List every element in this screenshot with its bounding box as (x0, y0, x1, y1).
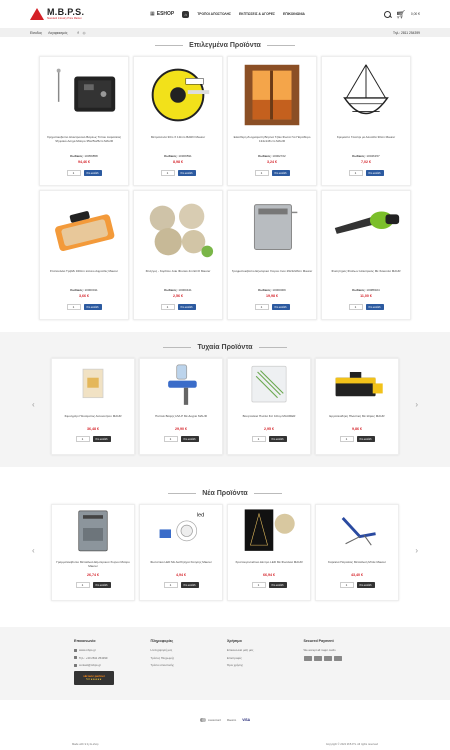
quantity-input[interactable]: 1 (164, 436, 178, 442)
add-to-cart-button[interactable]: Στο καλάθι (357, 436, 375, 442)
mail-icon (74, 664, 77, 667)
maestro-logo: Maestro (226, 718, 237, 722)
logo-subtitle: Standard Industry Price Market (47, 17, 82, 20)
footer-useful-title: Χρήσιμα (227, 639, 242, 643)
product-name[interactable]: Γραμματοκιβώτιο Εξωτερικό Χώρου Inox 29x32x8cm Maurer (231, 270, 313, 273)
quantity-input[interactable]: 1 (340, 582, 354, 588)
quantity-input[interactable]: 1 (252, 582, 266, 588)
product-image[interactable] (233, 194, 311, 264)
product-price: 66,94 € (263, 573, 275, 577)
product-name[interactable]: Βουρτσάκια Πινέλα Σετ 10τεμ MAURER (242, 415, 296, 418)
phone-number: Τηλ.: 2811 254399 (392, 30, 420, 35)
product-image[interactable] (146, 362, 216, 412)
chevron-left-icon[interactable]: ‹ (32, 546, 35, 555)
quantity-input[interactable]: 1 (349, 304, 363, 310)
product-card[interactable] (227, 358, 311, 455)
product-name[interactable]: Σπατουλάκι Τριβίδι 320cm Ξύλινο Αφρώδες Maurer (49, 270, 119, 273)
add-to-cart-button[interactable]: Στο καλάθι (178, 304, 196, 310)
product-name[interactable]: Κρεμαστό Γλαστρι με Αλυσίδα 30cm Maurer (336, 136, 396, 139)
product-price: 2,95 € (264, 427, 274, 431)
bottom-bar (0, 738, 450, 750)
chevron-right-icon[interactable]: › (415, 400, 418, 409)
product-card[interactable] (321, 190, 411, 320)
product-name[interactable]: Εργαλειοθήκη Πλαστική Με Θήκες MAUR (329, 415, 385, 418)
logo-text: M.B.P.S. (47, 7, 85, 17)
product-code: Κωδικός: 10000011 (70, 288, 98, 292)
nav-eshop[interactable]: ▦ ESHOP (150, 11, 175, 17)
featured-title: Επιλεγμένα Προϊόντα (0, 42, 450, 49)
chevron-right-icon[interactable]: › (415, 546, 418, 555)
copyright-text: Copyright © 2022 M.B.P.S. All rights reserved (325, 742, 378, 746)
add-to-cart-button[interactable]: Στο καλάθι (272, 170, 290, 176)
add-to-cart-button[interactable]: Στο καλάθι (366, 304, 384, 310)
product-card[interactable] (315, 358, 399, 455)
product-image[interactable] (139, 60, 217, 130)
product-image[interactable] (146, 508, 216, 558)
footer-contact (74, 639, 151, 700)
footer-link[interactable]: Επικοινωνία μαζί μας (227, 648, 254, 652)
product-name[interactable]: Γραμματοκιβώτιο Μεταλλικό Εξωτερικού Χώρου Μαύρο Maurer (56, 561, 130, 568)
product-name[interactable]: Μετροταινία 30m Χ 13mm BARO Maurer (150, 136, 206, 139)
site-footer (0, 627, 450, 700)
grid-icon: ▦ (150, 11, 155, 17)
featured-section (0, 40, 450, 330)
add-to-cart-button[interactable]: Στο καλάθι (366, 170, 384, 176)
card-icon (334, 656, 342, 661)
product-price: 7,02 € (361, 160, 371, 164)
product-card[interactable] (39, 190, 129, 320)
svg-text:led: led (196, 512, 205, 519)
product-code: Κωδικός: 10000009 (258, 288, 286, 292)
product-image[interactable] (327, 194, 405, 264)
login-link[interactable]: Είσοδος (30, 30, 43, 35)
product-card[interactable] (139, 358, 223, 455)
add-to-cart-button[interactable]: Στο καλάθι (178, 170, 196, 176)
random-title: Τυχαία Προϊόντα (0, 344, 450, 351)
nav-shipping[interactable]: ΤΡΟΠΟΙ ΑΠΟΣΤΟΛΗΣ (197, 12, 231, 16)
product-price: 9,86 € (352, 427, 362, 431)
footer-link[interactable]: Τρόποι αποστολής (150, 663, 174, 667)
product-card[interactable] (227, 56, 317, 186)
nav-offers[interactable]: ΕΚΠΤΩΣΕΙΣ & ΑΓΟΡΕΣ (238, 12, 276, 16)
product-price: 8,98 € (173, 160, 183, 164)
quantity-input[interactable]: 1 (67, 304, 81, 310)
card-icon (314, 656, 322, 661)
footer-link[interactable]: Τρόπος Πληρωμής (150, 655, 175, 660)
product-code: Κωδικός: 10046157 (352, 154, 380, 158)
product-price: 19,98 € (266, 294, 278, 298)
mastercard-logo: mastercard (200, 718, 221, 722)
add-to-cart-button[interactable]: Στο καλάθι (84, 304, 102, 310)
search-icon[interactable] (384, 11, 391, 18)
footer-payment-text: We accept all major cards (303, 648, 336, 652)
add-to-cart-button[interactable]: Στο καλάθι (181, 582, 199, 588)
new-products-title: Νέα Προϊόντα (0, 490, 450, 497)
footer-website[interactable]: www.mbps.gr (74, 648, 151, 652)
globe-icon (74, 649, 77, 652)
product-image[interactable] (327, 60, 405, 130)
product-name[interactable]: Καρέκλα Παραλίας Μεταλλική Μπλε Maurer (328, 561, 386, 564)
quantity-input[interactable]: 1 (255, 170, 269, 176)
product-card[interactable] (51, 358, 135, 455)
add-to-cart-button[interactable]: Στο καλάθι (181, 436, 199, 442)
product-image[interactable] (45, 194, 123, 264)
product-image[interactable] (139, 194, 217, 264)
random-section (0, 332, 450, 467)
quantity-input[interactable]: 1 (255, 304, 269, 310)
payment-strip (0, 712, 450, 728)
quantity-input[interactable]: 1 (76, 582, 90, 588)
footer-link[interactable]: Η επιχείρησή μας (150, 648, 173, 652)
add-to-cart-button[interactable]: Στο καλάθι (272, 304, 290, 310)
product-name[interactable]: Ελεύθερη Ζωγραφιστή Βιτρίνα Τζάκι Φωτιά Για Παράθυρο 134x148 cm MAUR (233, 136, 311, 143)
skroutz-badge[interactable]: skroutz partner 5.0 ★★★★★ (74, 671, 114, 685)
featured-grid (0, 56, 450, 320)
product-card[interactable] (227, 190, 317, 320)
chevron-left-icon[interactable]: ‹ (32, 400, 35, 409)
footer-link[interactable]: Όροι χρήσης (227, 663, 243, 667)
product-price: 2,56 € (173, 294, 183, 298)
footer-info-title: Πληροφορίες (150, 639, 174, 643)
quantity-input[interactable]: 1 (252, 436, 266, 442)
product-price: 3,24 € (267, 160, 277, 164)
product-card[interactable] (227, 504, 311, 601)
nav-contact[interactable]: ΕΠΙΚΟΙΝΩΝΙΑ (283, 12, 305, 16)
home-icon[interactable]: ⌂ (182, 11, 189, 18)
add-to-cart-button[interactable]: Στο καλάθι (93, 582, 111, 588)
card-icon (304, 656, 312, 661)
footer-info (151, 639, 228, 700)
facebook-icon[interactable]: f (77, 30, 79, 35)
footer-email[interactable]: contact@mbps.gr (74, 663, 151, 667)
product-image[interactable] (322, 362, 392, 412)
product-code: Κωδικός: 10000441 (164, 288, 192, 292)
footer-payment (304, 639, 381, 700)
product-price: 29,90 € (175, 427, 187, 431)
product-price: 36,48 € (87, 427, 99, 431)
product-card[interactable] (315, 504, 399, 601)
new-carousel (0, 504, 450, 601)
product-code: Κωδικός: 10309591 (164, 154, 192, 158)
add-to-cart-button[interactable]: Στο καλάθι (84, 170, 102, 176)
product-image[interactable] (45, 60, 123, 130)
account-link[interactable]: Λογαριασμός (48, 30, 68, 35)
product-code: Κωδικός: 10059858 (70, 154, 98, 158)
product-price: 26,74 € (87, 573, 99, 577)
footer-link[interactable]: Επιστροφές (227, 655, 242, 660)
cart-total[interactable]: 0,00 € (410, 12, 420, 16)
product-price: 94,46 € (78, 160, 90, 164)
product-image[interactable] (234, 362, 304, 412)
site-header (0, 0, 450, 28)
credits-text: Made with ♥ by E-shop (72, 742, 99, 746)
product-name[interactable]: Χρηματοκιβώτιο Ηλεκτρονικό Βαρέως Τύπου Ασφαλείας Ψηφιακό Ασημί-Μαύρο 35x25x25cm MAUR (46, 136, 122, 143)
product-name[interactable]: Φωτιστικό LED Με Αισθητήρα Κίνησης Maurer (150, 561, 212, 564)
quantity-input[interactable]: 1 (67, 170, 81, 176)
cart-icon[interactable]: 🛒︎ (395, 9, 406, 19)
payment-logos (304, 656, 381, 661)
add-to-cart-button[interactable]: Στο καλάθι (269, 436, 287, 442)
product-name[interactable]: Χριστουγεννιάτικο Δέντρο LED Με Φωτάκια MAUR (235, 561, 303, 564)
add-to-cart-button[interactable]: Στο καλάθι (357, 582, 375, 588)
product-price: 11,00 € (360, 294, 372, 298)
card-icon (324, 656, 332, 661)
logo-triangle-icon (30, 8, 44, 20)
new-products-section (0, 478, 450, 618)
quantity-input[interactable]: 1 (161, 304, 175, 310)
product-image[interactable] (58, 362, 128, 412)
quantity-input[interactable]: 1 (340, 436, 354, 442)
product-image[interactable] (234, 508, 304, 558)
product-card[interactable] (39, 56, 129, 186)
product-name[interactable]: Πιστόλι Βαφής HVLP Με Δοχείο MAUR (155, 415, 207, 418)
footer-payment-title: Secured Payment (303, 639, 334, 643)
product-card[interactable] (51, 504, 135, 601)
top-subbar (0, 28, 450, 37)
instagram-icon[interactable]: ◎ (82, 30, 86, 35)
product-card[interactable] (139, 504, 223, 601)
site-logo[interactable] (30, 8, 120, 20)
product-image[interactable] (322, 508, 392, 558)
product-card[interactable] (321, 56, 411, 186)
footer-contact-title: Επικοινωνία (74, 639, 96, 643)
quantity-input[interactable]: 1 (76, 436, 90, 442)
phone-icon (74, 656, 77, 659)
product-name[interactable]: Σφουγγάρι Πλυσίματος Αυτοκινήτου MAUR (64, 415, 122, 418)
product-image[interactable] (58, 508, 128, 558)
product-name[interactable]: Σπάγγος - Κορδόνι Jute Φυσικό 4m ECO Maurer (145, 270, 211, 273)
product-card[interactable] (133, 56, 223, 186)
quantity-input[interactable]: 1 (349, 170, 363, 176)
product-price: 3,66 € (79, 294, 89, 298)
main-nav (150, 11, 384, 18)
footer-phone[interactable]: Τηλ.: +30 2811 254399 (74, 656, 151, 660)
product-price: 43,40 € (351, 573, 363, 577)
add-to-cart-button[interactable]: Στο καλάθι (269, 582, 287, 588)
product-price: 4,94 € (176, 573, 186, 577)
product-code: Κωδικός: 10002722 (258, 154, 286, 158)
visa-logo: VISA (242, 718, 251, 722)
quantity-input[interactable]: 1 (164, 582, 178, 588)
product-name[interactable]: Φυσητήρας Φύλλων Ηλεκτρικός Με Σακούλα MAUR (331, 270, 401, 273)
footer-useful (227, 639, 304, 700)
quantity-input[interactable]: 1 (161, 170, 175, 176)
product-image[interactable] (233, 60, 311, 130)
add-to-cart-button[interactable]: Στο καλάθι (93, 436, 111, 442)
random-carousel (0, 358, 450, 455)
product-code: Κωδικός: 10088324 (352, 288, 380, 292)
product-card[interactable] (133, 190, 223, 320)
